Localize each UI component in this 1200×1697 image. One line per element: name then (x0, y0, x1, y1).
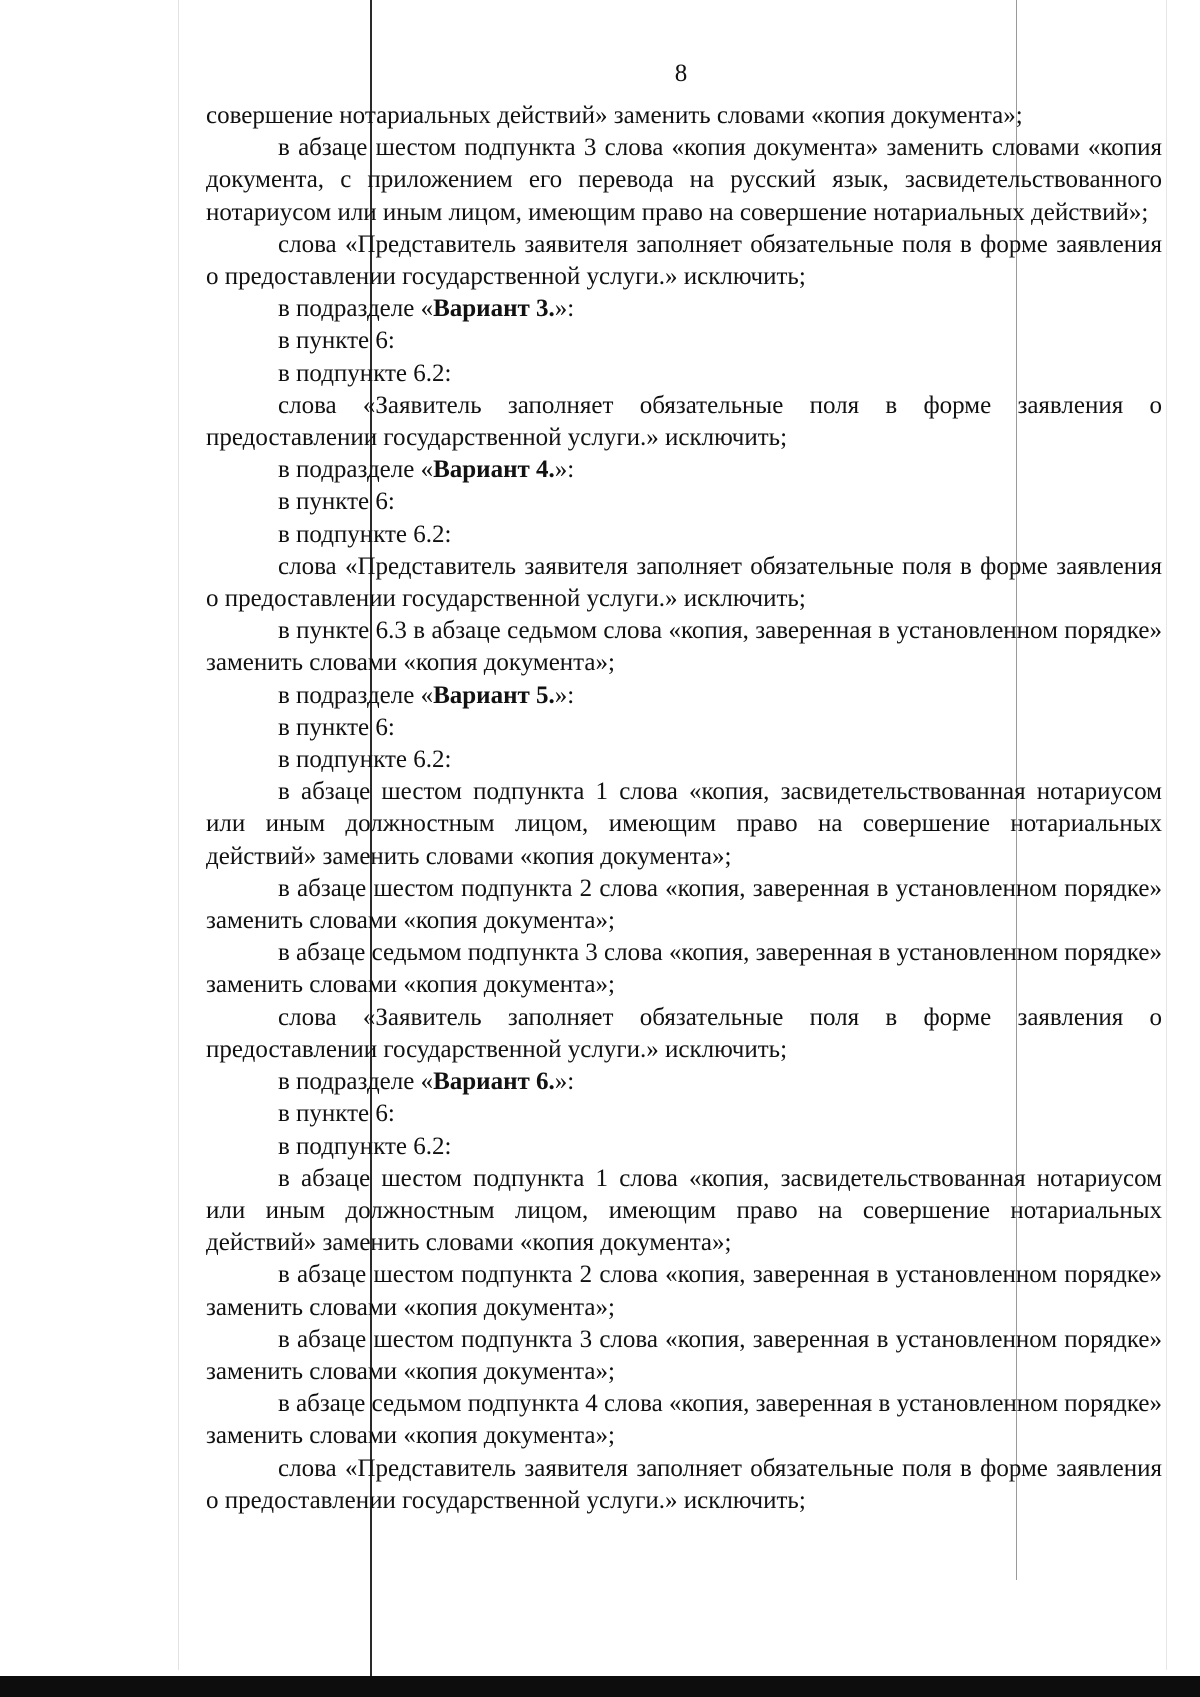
paragraph: слова «Заявитель заполняет обязательные поля в форме заявления о предоставлении государственной услуги.» исключить; (206, 391, 1162, 452)
variant-title: Вариант 5. (433, 681, 555, 709)
paragraph: в подпункте 6.2: (278, 520, 452, 548)
scan-bottom-edge (0, 1676, 1200, 1697)
paragraph: в подпункте 6.2: (278, 359, 452, 387)
paragraph: в пункте 6: (278, 713, 395, 741)
paragraph: в пункте 6: (278, 488, 395, 516)
subsection-heading (206, 454, 1162, 486)
scan-artifact-line (1166, 0, 1167, 1670)
subsection-heading (206, 680, 1162, 712)
scan-artifact-line (178, 0, 179, 1670)
paragraph: слова «Заявитель заполняет обязательные поля в форме заявления о предоставлении государственной услуги.» исключить; (206, 1003, 1162, 1063)
paragraph: совершение нотариальных действий» заменить словами «копия документа»; (206, 102, 1023, 129)
heading-prefix: в подразделе « (278, 295, 434, 323)
paragraph: в пункте 6: (278, 1100, 395, 1128)
variant-title: Вариант 6. (433, 1068, 555, 1096)
heading-suffix: »: (554, 295, 575, 323)
paragraph: в абзаце седьмом подпункта 4 слова «копия, заверенная в установленном порядке» заменить словами «копия документа»; (206, 1390, 1162, 1450)
heading-suffix: »: (554, 1068, 575, 1096)
paragraph: в пункте 6: (278, 327, 395, 355)
paragraph: в абзаце шестом подпункта 3 слова «копия документа» заменить словами «копия документа, с приложением его перевода на русский язык, засвидетельствованного нотариусом или иным лицом, имеющим право на совершение нотариальных действий»; (206, 134, 1162, 226)
variant-title: Вариант 4. (433, 456, 555, 484)
paragraph: в абзаце шестом подпункта 2 слова «копия, заверенная в установленном порядке» заменить словами «копия документа»; (206, 874, 1162, 935)
paragraph: в пункте 6.3 в абзаце седьмом слова «копия, заверенная в установленном порядке» заменить словами «копия документа»; (206, 617, 1162, 677)
subsection-heading (206, 1066, 1162, 1098)
paragraph: в абзаце шестом подпункта 1 слова «копия, засвидетельствованная нотариусом или иным должностным лицом, имеющим право на совершение нотариальных действий» заменить словами «копия документа»; (206, 778, 1162, 870)
paragraph: слова «Представитель заявителя заполняет обязательные поля в форме заявления о предоставлении государственной услуги.» исключить; (206, 230, 1162, 291)
heading-prefix: в подразделе « (278, 681, 434, 709)
variant-title: Вариант 3. (433, 295, 555, 323)
heading-prefix: в подразделе « (278, 1068, 434, 1096)
heading-suffix: »: (554, 681, 575, 709)
paragraph: в подпункте 6.2: (278, 1132, 452, 1160)
paragraph: в абзаце шестом подпункта 1 слова «копия, засвидетельствованная нотариусом или иным должностным лицом, имеющим право на совершение нотариальных действий» заменить словами «копия документа»; (206, 1164, 1162, 1257)
paragraph: слова «Представитель заявителя заполняет обязательные поля в форме заявления о предоставлении государственной услуги.» исключить; (206, 1454, 1162, 1514)
paragraph: в подпункте 6.2: (278, 746, 452, 774)
paragraph: в абзаце шестом подпункта 2 слова «копия, заверенная в установленном порядке» заменить словами «копия документа»; (206, 1261, 1162, 1321)
heading-prefix: в подразделе « (278, 456, 434, 484)
subsection-heading (206, 293, 1162, 325)
paragraph: в абзаце шестом подпункта 3 слова «копия, заверенная в установленном порядке» заменить словами «копия документа»; (206, 1325, 1162, 1385)
paragraph: в абзаце седьмом подпункта 3 слова «копия, заверенная в установленном порядке» заменить словами «копия документа»; (206, 939, 1162, 999)
heading-suffix: »: (554, 456, 575, 484)
document-body (206, 100, 1162, 1517)
page-number: 8 (674, 60, 688, 87)
paragraph: слова «Представитель заявителя заполняет обязательные поля в форме заявления о предоставлении государственной услуги.» исключить; (206, 552, 1162, 613)
